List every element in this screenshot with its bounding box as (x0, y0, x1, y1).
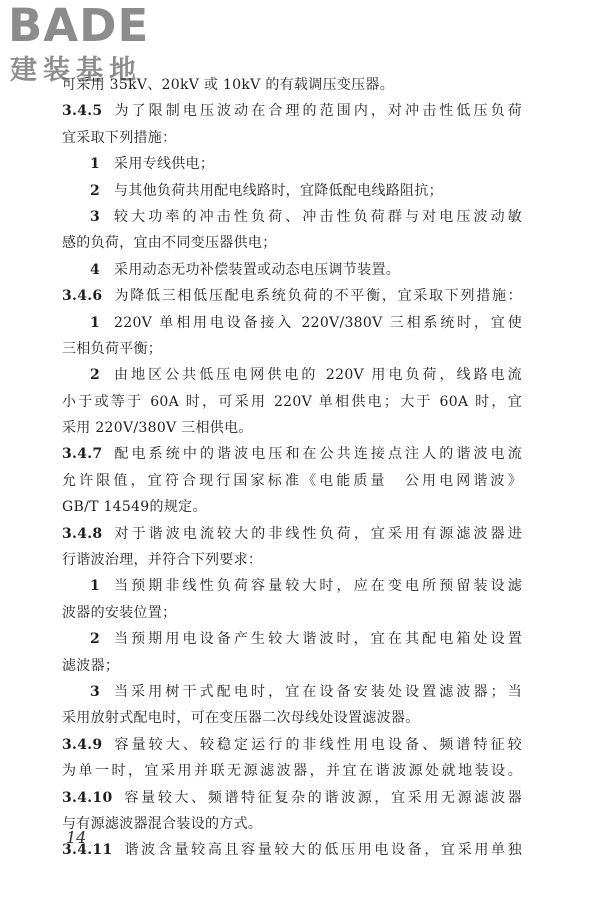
line-text: 采用动态无功补偿装置或动态电压调节装置。 (114, 261, 401, 278)
line-text: 对于谐波电流较大的非线性负荷，宜采用有源滤波器进 (114, 525, 522, 542)
line-text: 采用专线供电； (114, 156, 215, 173)
line-text: 小于或等于 60A 时，可采用 220V 单相供电；大于 60A 时，宜 (62, 393, 522, 410)
section-line (62, 441, 522, 467)
section-number: 3.4.6 (62, 288, 103, 305)
line-text: 三相负荷平衡； (62, 340, 163, 357)
logo-brand: BADE (8, 0, 150, 52)
text-line (62, 653, 522, 679)
section-line (62, 837, 522, 863)
item-number: 1 (90, 156, 101, 173)
list-item-line (62, 178, 522, 204)
text-line (62, 72, 522, 98)
item-number: 3 (90, 208, 101, 225)
text-line (62, 336, 522, 362)
item-number: 1 (90, 578, 101, 595)
item-number: 2 (90, 182, 101, 199)
line-text: 采用 220V/380V 三相供电。 (62, 420, 253, 437)
text-line (62, 415, 522, 441)
text-line (62, 811, 522, 837)
line-text: 较大功率的冲击性负荷、冲击性负荷群与对电压波动敏 (114, 208, 522, 225)
text-line (62, 705, 522, 731)
section-number: 3.4.5 (62, 103, 103, 120)
list-item-line (62, 204, 522, 230)
section-line (62, 283, 522, 309)
text-line (62, 389, 522, 415)
page-number: 14 (66, 828, 87, 847)
document-body (62, 72, 522, 864)
logo-subtitle: 建装基地 (10, 55, 142, 86)
text-line (62, 547, 522, 573)
list-item-line (62, 573, 522, 599)
item-number: 4 (90, 261, 101, 278)
section-number: 3.4.9 (62, 736, 103, 753)
line-text: 由地区公共低压电网供电的 220V 用电负荷，线路电流 (114, 367, 522, 384)
text-line (62, 230, 522, 256)
text-line (62, 494, 522, 520)
line-text: 为降低三相低压配电系统负荷的不平衡，宜采取下列措施： (114, 288, 522, 305)
line-text: 与其他负荷共用配电线路时，宜降低配电线路阻抗； (114, 182, 443, 199)
section-number: 3.4.7 (62, 446, 103, 463)
line-text: 可采用 35kV、20kV 或 10kV 的有载调压变压器。 (62, 77, 395, 93)
line-text: 宜采取下列措施： (62, 129, 177, 146)
line-text: 当采用树干式配电时，宜在设备安装处设置滤波器；当 (114, 683, 522, 700)
text-line (62, 125, 522, 151)
item-number: 3 (90, 683, 101, 700)
text-line (62, 758, 522, 784)
line-text: GB/T 14549的规定。 (62, 499, 207, 516)
item-number: 2 (90, 631, 101, 648)
section-line (62, 98, 522, 124)
item-number: 2 (90, 367, 101, 384)
line-text: 当预期用电设备产生较大谐波时，宜在其配电箱处设置 (114, 631, 522, 648)
line-text: 滤波器； (62, 657, 120, 674)
text-line (62, 468, 522, 494)
line-text: 允许限值，宜符合现行国家标准《电能质量 公用电网谐波》 (62, 472, 522, 489)
section-line (62, 521, 522, 547)
line-text: 为单一时，宜采用并联无源滤波器，并宜在谐波源处就地装设。 (62, 763, 522, 780)
section-number: 3.4.11 (62, 842, 113, 859)
list-item-line (62, 362, 522, 388)
section-number: 3.4.10 (62, 789, 113, 806)
list-item-line (62, 151, 522, 177)
line-text: 220V 单相用电设备接入 220V/380V 三相系统时，宜使 (114, 314, 522, 331)
line-text: 与有源滤波器混合装设的方式。 (62, 815, 263, 832)
item-number: 1 (90, 314, 101, 331)
line-text: 为了限制电压波动在合理的范围内，对冲击性低压负荷 (114, 103, 522, 120)
section-line (62, 785, 522, 811)
list-item-line (62, 257, 522, 283)
line-text: 采用放射式配电时，可在变压器二次母线处设置滤波器。 (62, 710, 420, 727)
line-text: 容量较大、频谱特征复杂的谐波源，宜采用无源滤波器 (124, 789, 522, 806)
line-text: 波器的安装位置； (62, 604, 177, 621)
list-item-line (62, 679, 522, 705)
line-text: 行谐波治理，并符合下列要求： (62, 552, 263, 569)
section-number: 3.4.8 (62, 525, 103, 542)
line-text: 感的负荷，宜由不同变压器供电； (62, 235, 277, 252)
list-item-line (62, 626, 522, 652)
line-text: 容量较大、较稳定运行的非线性用电设备、频谱特征较 (114, 736, 522, 753)
line-text: 谐波含量较高且容量较大的低压用电设备，宜采用单独 (124, 842, 522, 859)
text-line (62, 600, 522, 626)
line-text: 配电系统中的谐波电压和在公共连接点注人的谐波电流 (114, 446, 522, 463)
section-line (62, 732, 522, 758)
line-text: 当预期非线性负荷容量较大时，应在变电所预留装设滤 (114, 578, 522, 595)
list-item-line (62, 310, 522, 336)
